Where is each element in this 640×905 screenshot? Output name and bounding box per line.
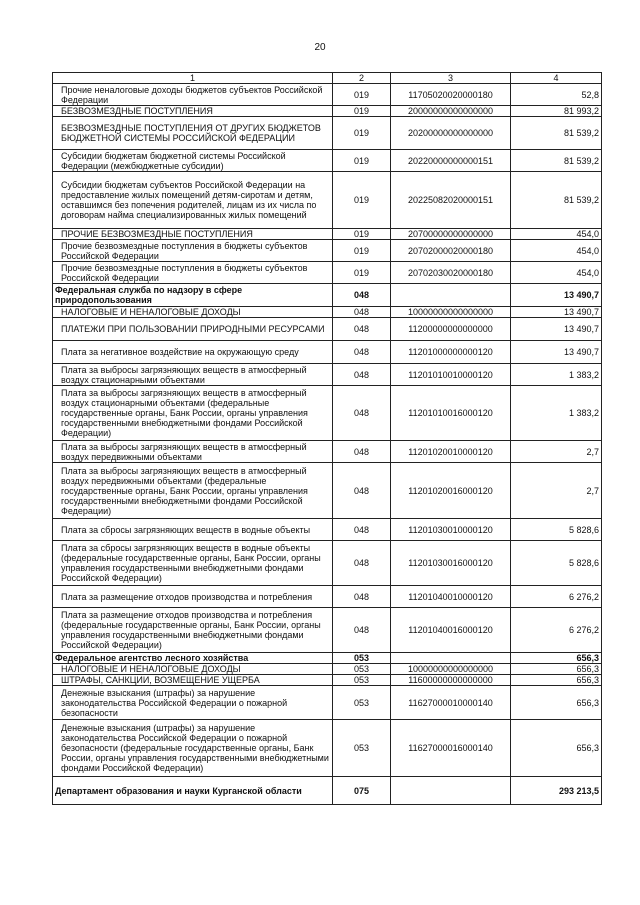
row-sum xyxy=(511,519,602,541)
row-kbk-text: 11627000010000140 xyxy=(408,697,493,708)
row-name xyxy=(53,463,333,519)
row-name xyxy=(53,675,333,686)
row-code xyxy=(333,341,391,364)
row-name-text: Прочие безвозмездные поступления в бюджеты субъектов Российской Федерации xyxy=(61,262,308,283)
row-code xyxy=(333,150,391,172)
row-kbk-text: 11201040016000120 xyxy=(408,625,493,635)
row-sum xyxy=(511,720,602,777)
row-code xyxy=(333,240,391,262)
row-sum-text: 656,3 xyxy=(576,697,599,708)
table-row xyxy=(53,341,602,364)
row-code-text: 019 xyxy=(353,89,370,100)
row-name-text: БЕЗВОЗМЕЗДНЫЕ ПОСТУПЛЕНИЯ xyxy=(61,106,213,116)
row-code-text: 053 xyxy=(353,743,370,753)
row-kbk-text: 20702030020000180 xyxy=(407,267,494,278)
row-kbk xyxy=(391,150,511,172)
row-code xyxy=(333,84,391,106)
row-code xyxy=(333,117,391,150)
row-sum-text: 656,3 xyxy=(576,743,599,753)
row-name-text: Плата за выбросы загрязняющих веществ в атмосферный воздух стационарными объектами (федеральные государственные органы, Банк России, органы управления государственными внебюджетными фондами Российской Федерации) xyxy=(61,388,308,438)
row-code xyxy=(333,318,391,341)
row-sum-text: 454,0 xyxy=(576,245,599,256)
row-kbk xyxy=(391,318,511,341)
row-kbk-text: 11600000000000000 xyxy=(408,675,493,685)
row-sum-text: 81 539,2 xyxy=(563,128,599,138)
row-sum-text: 656,3 xyxy=(576,675,599,685)
row-name-text: НАЛОГОВЫЕ И НЕНАЛОГОВЫЕ ДОХОДЫ xyxy=(61,664,241,674)
row-sum xyxy=(511,364,602,386)
row-name xyxy=(53,307,333,318)
table-row xyxy=(53,653,602,664)
row-sum xyxy=(511,608,602,653)
row-code xyxy=(333,307,391,318)
row-name xyxy=(53,106,333,117)
header-col-kbk: 3 xyxy=(391,73,511,84)
row-sum xyxy=(511,240,602,262)
row-sum-text: 81 539,2 xyxy=(563,195,599,205)
row-code-text: 019 xyxy=(353,106,370,116)
row-code-text: 048 xyxy=(353,347,370,357)
row-code xyxy=(333,364,391,386)
row-code-text: 053 xyxy=(353,653,370,663)
row-name-text: ПЛАТЕЖИ ПРИ ПОЛЬЗОВАНИИ ПРИРОДНЫМИ РЕСУРСАМИ xyxy=(61,324,325,334)
row-name-text: Плата за выбросы загрязняющих веществ в атмосферный воздух стационарными объектами xyxy=(61,364,307,385)
row-kbk xyxy=(391,608,511,653)
row-code xyxy=(333,262,391,284)
row-sum xyxy=(511,777,602,805)
row-code-text: 019 xyxy=(353,155,370,166)
row-sum-text: 656,3 xyxy=(576,653,599,663)
row-sum-text: 454,0 xyxy=(576,267,599,278)
row-sum-text: 6 276,2 xyxy=(568,591,599,602)
row-sum xyxy=(511,172,602,229)
row-code-text: 019 xyxy=(353,229,370,239)
row-kbk xyxy=(391,664,511,675)
row-code-text: 048 xyxy=(353,307,370,317)
row-name xyxy=(53,686,333,720)
row-kbk xyxy=(391,441,511,463)
row-name xyxy=(53,653,333,664)
table-row xyxy=(53,586,602,608)
row-sum xyxy=(511,586,602,608)
row-sum xyxy=(511,441,602,463)
row-kbk-text: 11201040010000120 xyxy=(408,591,493,602)
row-name xyxy=(53,284,333,307)
row-sum-text: 1 383,2 xyxy=(568,369,599,380)
row-code xyxy=(333,229,391,240)
table-row xyxy=(53,364,602,386)
row-kbk-text: 10000000000000000 xyxy=(407,307,494,317)
row-name xyxy=(53,240,333,262)
row-code xyxy=(333,284,391,307)
row-name xyxy=(53,117,333,150)
row-code-text: 019 xyxy=(353,128,370,138)
row-code-text: 048 xyxy=(353,485,370,496)
row-sum xyxy=(511,463,602,519)
row-kbk xyxy=(391,586,511,608)
row-sum-text: 13 490,7 xyxy=(563,290,599,300)
row-name-text: Плата за выбросы загрязняющих веществ в атмосферный воздух передвижными объектами xyxy=(61,441,307,462)
row-code xyxy=(333,608,391,653)
table-row xyxy=(53,720,602,777)
row-sum-text: 2,7 xyxy=(586,446,599,457)
row-code xyxy=(333,686,391,720)
row-kbk xyxy=(391,117,511,150)
row-kbk-text: 11200000000000000 xyxy=(408,324,493,334)
row-sum xyxy=(511,307,602,318)
row-code-text: 019 xyxy=(353,195,370,205)
row-kbk-text: 11705020020000180 xyxy=(408,89,493,100)
row-code xyxy=(333,653,391,664)
row-sum-text: 81 993,2 xyxy=(563,106,599,116)
row-kbk xyxy=(391,653,511,664)
row-sum xyxy=(511,284,602,307)
row-code-text: 019 xyxy=(353,245,370,256)
table-row xyxy=(53,541,602,586)
row-code xyxy=(333,675,391,686)
row-sum xyxy=(511,541,602,586)
row-kbk-text: 10000000000000000 xyxy=(407,664,494,674)
row-name xyxy=(53,664,333,675)
row-sum xyxy=(511,262,602,284)
row-name xyxy=(53,364,333,386)
row-code-text: 048 xyxy=(353,591,370,602)
row-kbk xyxy=(391,463,511,519)
row-code xyxy=(333,463,391,519)
row-name-text: Денежные взыскания (штрафы) за нарушение законодательства Российской Федерации о пожарной безопасности xyxy=(61,687,288,718)
table-row xyxy=(53,229,602,240)
table-row xyxy=(53,441,602,463)
row-code xyxy=(333,172,391,229)
row-name xyxy=(53,519,333,541)
row-sum-text: 2,7 xyxy=(586,485,599,496)
row-name xyxy=(53,229,333,240)
row-name xyxy=(53,586,333,608)
row-name xyxy=(53,441,333,463)
table-header-row xyxy=(53,73,602,84)
row-kbk-text: 11201020010000120 xyxy=(408,446,493,457)
row-sum xyxy=(511,386,602,441)
row-name-text: Плата за выбросы загрязняющих веществ в атмосферный воздух передвижными объектами (федеральные государственные органы, Банк России, органы управления государственными внебюджетными фондами Российской Федерации) xyxy=(61,465,308,516)
row-name-text: ПРОЧИЕ БЕЗВОЗМЕЗДНЫЕ ПОСТУПЛЕНИЯ xyxy=(61,229,253,239)
row-kbk-text: 11201020016000120 xyxy=(408,485,493,496)
row-code-text: 053 xyxy=(353,675,370,685)
row-kbk-text: 20000000000000000 xyxy=(407,106,494,116)
row-name xyxy=(53,262,333,284)
row-sum xyxy=(511,229,602,240)
row-code xyxy=(333,541,391,586)
row-kbk xyxy=(391,364,511,386)
table-row xyxy=(53,307,602,318)
row-name-text: Плата за негативное воздействие на окружающую среду xyxy=(61,347,299,357)
row-code xyxy=(333,519,391,541)
page-number: 20 xyxy=(314,42,326,53)
row-name-text: Департамент образования и науки Курганской области xyxy=(55,785,302,796)
table-row xyxy=(53,386,602,441)
header-col-sum: 4 xyxy=(511,73,602,84)
table-row xyxy=(53,318,602,341)
row-name-text: Прочие безвозмездные поступления в бюджеты субъектов Российской Федерации xyxy=(61,240,308,261)
row-sum xyxy=(511,675,602,686)
row-sum xyxy=(511,84,602,106)
row-kbk xyxy=(391,106,511,117)
row-name xyxy=(53,318,333,341)
row-name-text: Федеральная служба по надзору в сфере природопользования xyxy=(55,285,243,305)
row-kbk-text: 20220000000000151 xyxy=(407,155,494,166)
row-sum xyxy=(511,341,602,364)
row-name xyxy=(53,84,333,106)
row-name xyxy=(53,386,333,441)
row-kbk xyxy=(391,341,511,364)
row-sum xyxy=(511,686,602,720)
row-kbk-text: 11201010016000120 xyxy=(408,408,493,418)
header-col-name: 1 xyxy=(53,73,333,84)
row-code-text: 053 xyxy=(353,664,370,674)
row-code xyxy=(333,586,391,608)
row-name-text: Плата за сбросы загрязняющих веществ в водные объекты (федеральные государственные органы, Банк России, органы управления государственными внебюджетными фондами Российской Федерации) xyxy=(61,543,321,583)
row-sum-text: 293 213,5 xyxy=(558,785,599,796)
row-kbk xyxy=(391,284,511,307)
row-code-text: 048 xyxy=(353,324,370,334)
row-name-text: Плата за сбросы загрязняющих веществ в водные объекты xyxy=(61,524,311,535)
row-kbk xyxy=(391,541,511,586)
table-row xyxy=(53,777,602,805)
row-kbk xyxy=(391,172,511,229)
row-code-text: 048 xyxy=(353,446,370,457)
row-name-text: Федеральное агентство лесного хозяйства xyxy=(55,653,249,663)
table-body xyxy=(53,73,602,805)
row-code-text: 048 xyxy=(353,369,370,380)
row-code-text: 048 xyxy=(353,558,370,568)
row-code xyxy=(333,386,391,441)
row-kbk xyxy=(391,777,511,805)
row-sum-text: 81 539,2 xyxy=(563,155,599,166)
row-kbk-text: 20200000000000000 xyxy=(407,128,494,138)
row-code-text: 053 xyxy=(353,697,370,708)
row-kbk xyxy=(391,262,511,284)
row-name-text: НАЛОГОВЫЕ И НЕНАЛОГОВЫЕ ДОХОДЫ xyxy=(61,307,241,317)
row-name-text: Денежные взыскания (штрафы) за нарушение законодательства Российской Федерации о пожарной безопасности (федеральные государственные органы, Банк России, органы управления государственными внебюджетными фондами Российской Федерации) xyxy=(61,723,329,773)
row-name-text: БЕЗВОЗМЕЗДНЫЕ ПОСТУПЛЕНИЯ ОТ ДРУГИХ БЮДЖЕТОВ БЮДЖЕТНОЙ СИСТЕМЫ РОССИЙСКОЙ ФЕДЕРАЦИИ xyxy=(61,123,321,143)
row-name-text: Субсидии бюджетам субъектов Российской Федерации на предоставление жилых помещений детям-сиротам и детям, оставшимся без попечения родителей, лицам из их числа по договорам найма специализированных жилых помещений xyxy=(61,180,317,220)
row-code-text: 048 xyxy=(353,524,370,535)
table-row xyxy=(53,463,602,519)
row-kbk xyxy=(391,686,511,720)
row-code xyxy=(333,441,391,463)
row-kbk-text: 11627000016000140 xyxy=(408,743,493,753)
table-row xyxy=(53,106,602,117)
row-name xyxy=(53,341,333,364)
row-kbk xyxy=(391,720,511,777)
row-code xyxy=(333,777,391,805)
row-sum xyxy=(511,106,602,117)
row-sum-text: 13 490,7 xyxy=(563,324,599,334)
table-row xyxy=(53,84,602,106)
row-kbk-text: 20225082020000151 xyxy=(407,195,494,205)
row-sum-text: 13 490,7 xyxy=(563,307,599,317)
table-row xyxy=(53,117,602,150)
row-code xyxy=(333,720,391,777)
row-sum-text: 1 383,2 xyxy=(568,408,599,418)
row-kbk xyxy=(391,84,511,106)
row-name-text: Плата за размещение отходов производства и потребления xyxy=(61,591,313,602)
row-code-text: 019 xyxy=(353,267,370,278)
row-code-text: 048 xyxy=(353,625,370,635)
row-sum-text: 6 276,2 xyxy=(568,625,599,635)
table-row xyxy=(53,675,602,686)
row-kbk-text: 20700000000000000 xyxy=(407,229,494,239)
table-row xyxy=(53,608,602,653)
row-kbk-text: 11201000000000120 xyxy=(408,347,493,357)
table-row xyxy=(53,240,602,262)
row-kbk xyxy=(391,675,511,686)
table-row xyxy=(53,284,602,307)
table-row xyxy=(53,172,602,229)
row-name-text: Субсидии бюджетам бюджетной системы Российской Федерации (межбюджетные субсидии) xyxy=(61,150,286,171)
row-code xyxy=(333,664,391,675)
header-col-code: 2 xyxy=(333,73,391,84)
row-kbk xyxy=(391,307,511,318)
row-kbk xyxy=(391,240,511,262)
row-sum xyxy=(511,664,602,675)
row-kbk-text: 20702000020000180 xyxy=(407,245,494,256)
row-name xyxy=(53,720,333,777)
row-sum-text: 656,3 xyxy=(576,664,599,674)
row-code-text: 075 xyxy=(353,785,370,796)
row-sum xyxy=(511,653,602,664)
table-row xyxy=(53,686,602,720)
row-name xyxy=(53,777,333,805)
row-name-text: Плата за размещение отходов производства и потребления (федеральные государственные органы, Банк России, органы управления государственными внебюджетными фондами Российской Федерации) xyxy=(61,610,321,650)
budget-revenue-table xyxy=(52,72,602,805)
row-code-text: 048 xyxy=(353,408,370,418)
row-kbk-text: 11201030010000120 xyxy=(408,524,493,535)
row-sum xyxy=(511,117,602,150)
table-row xyxy=(53,150,602,172)
row-kbk-text: 11201010010000120 xyxy=(408,369,493,380)
row-sum-text: 454,0 xyxy=(576,229,599,239)
row-name-text: Прочие неналоговые доходы бюджетов субъектов Российской Федерации xyxy=(61,84,323,105)
row-sum xyxy=(511,150,602,172)
row-sum-text: 52,8 xyxy=(581,89,599,100)
row-code-text: 048 xyxy=(353,290,370,300)
row-kbk xyxy=(391,229,511,240)
row-sum-text: 5 828,6 xyxy=(568,524,599,535)
row-code xyxy=(333,106,391,117)
row-sum xyxy=(511,318,602,341)
row-name xyxy=(53,172,333,229)
row-sum-text: 5 828,6 xyxy=(568,558,599,568)
row-kbk xyxy=(391,386,511,441)
row-kbk-text: 11201030016000120 xyxy=(408,558,493,568)
row-name-text: ШТРАФЫ, САНКЦИИ, ВОЗМЕЩЕНИЕ УЩЕРБА xyxy=(61,675,260,685)
table-row xyxy=(53,262,602,284)
table-row xyxy=(53,519,602,541)
table-row xyxy=(53,664,602,675)
row-name xyxy=(53,608,333,653)
row-sum-text: 13 490,7 xyxy=(563,347,599,357)
row-name xyxy=(53,150,333,172)
row-kbk xyxy=(391,519,511,541)
row-name xyxy=(53,541,333,586)
